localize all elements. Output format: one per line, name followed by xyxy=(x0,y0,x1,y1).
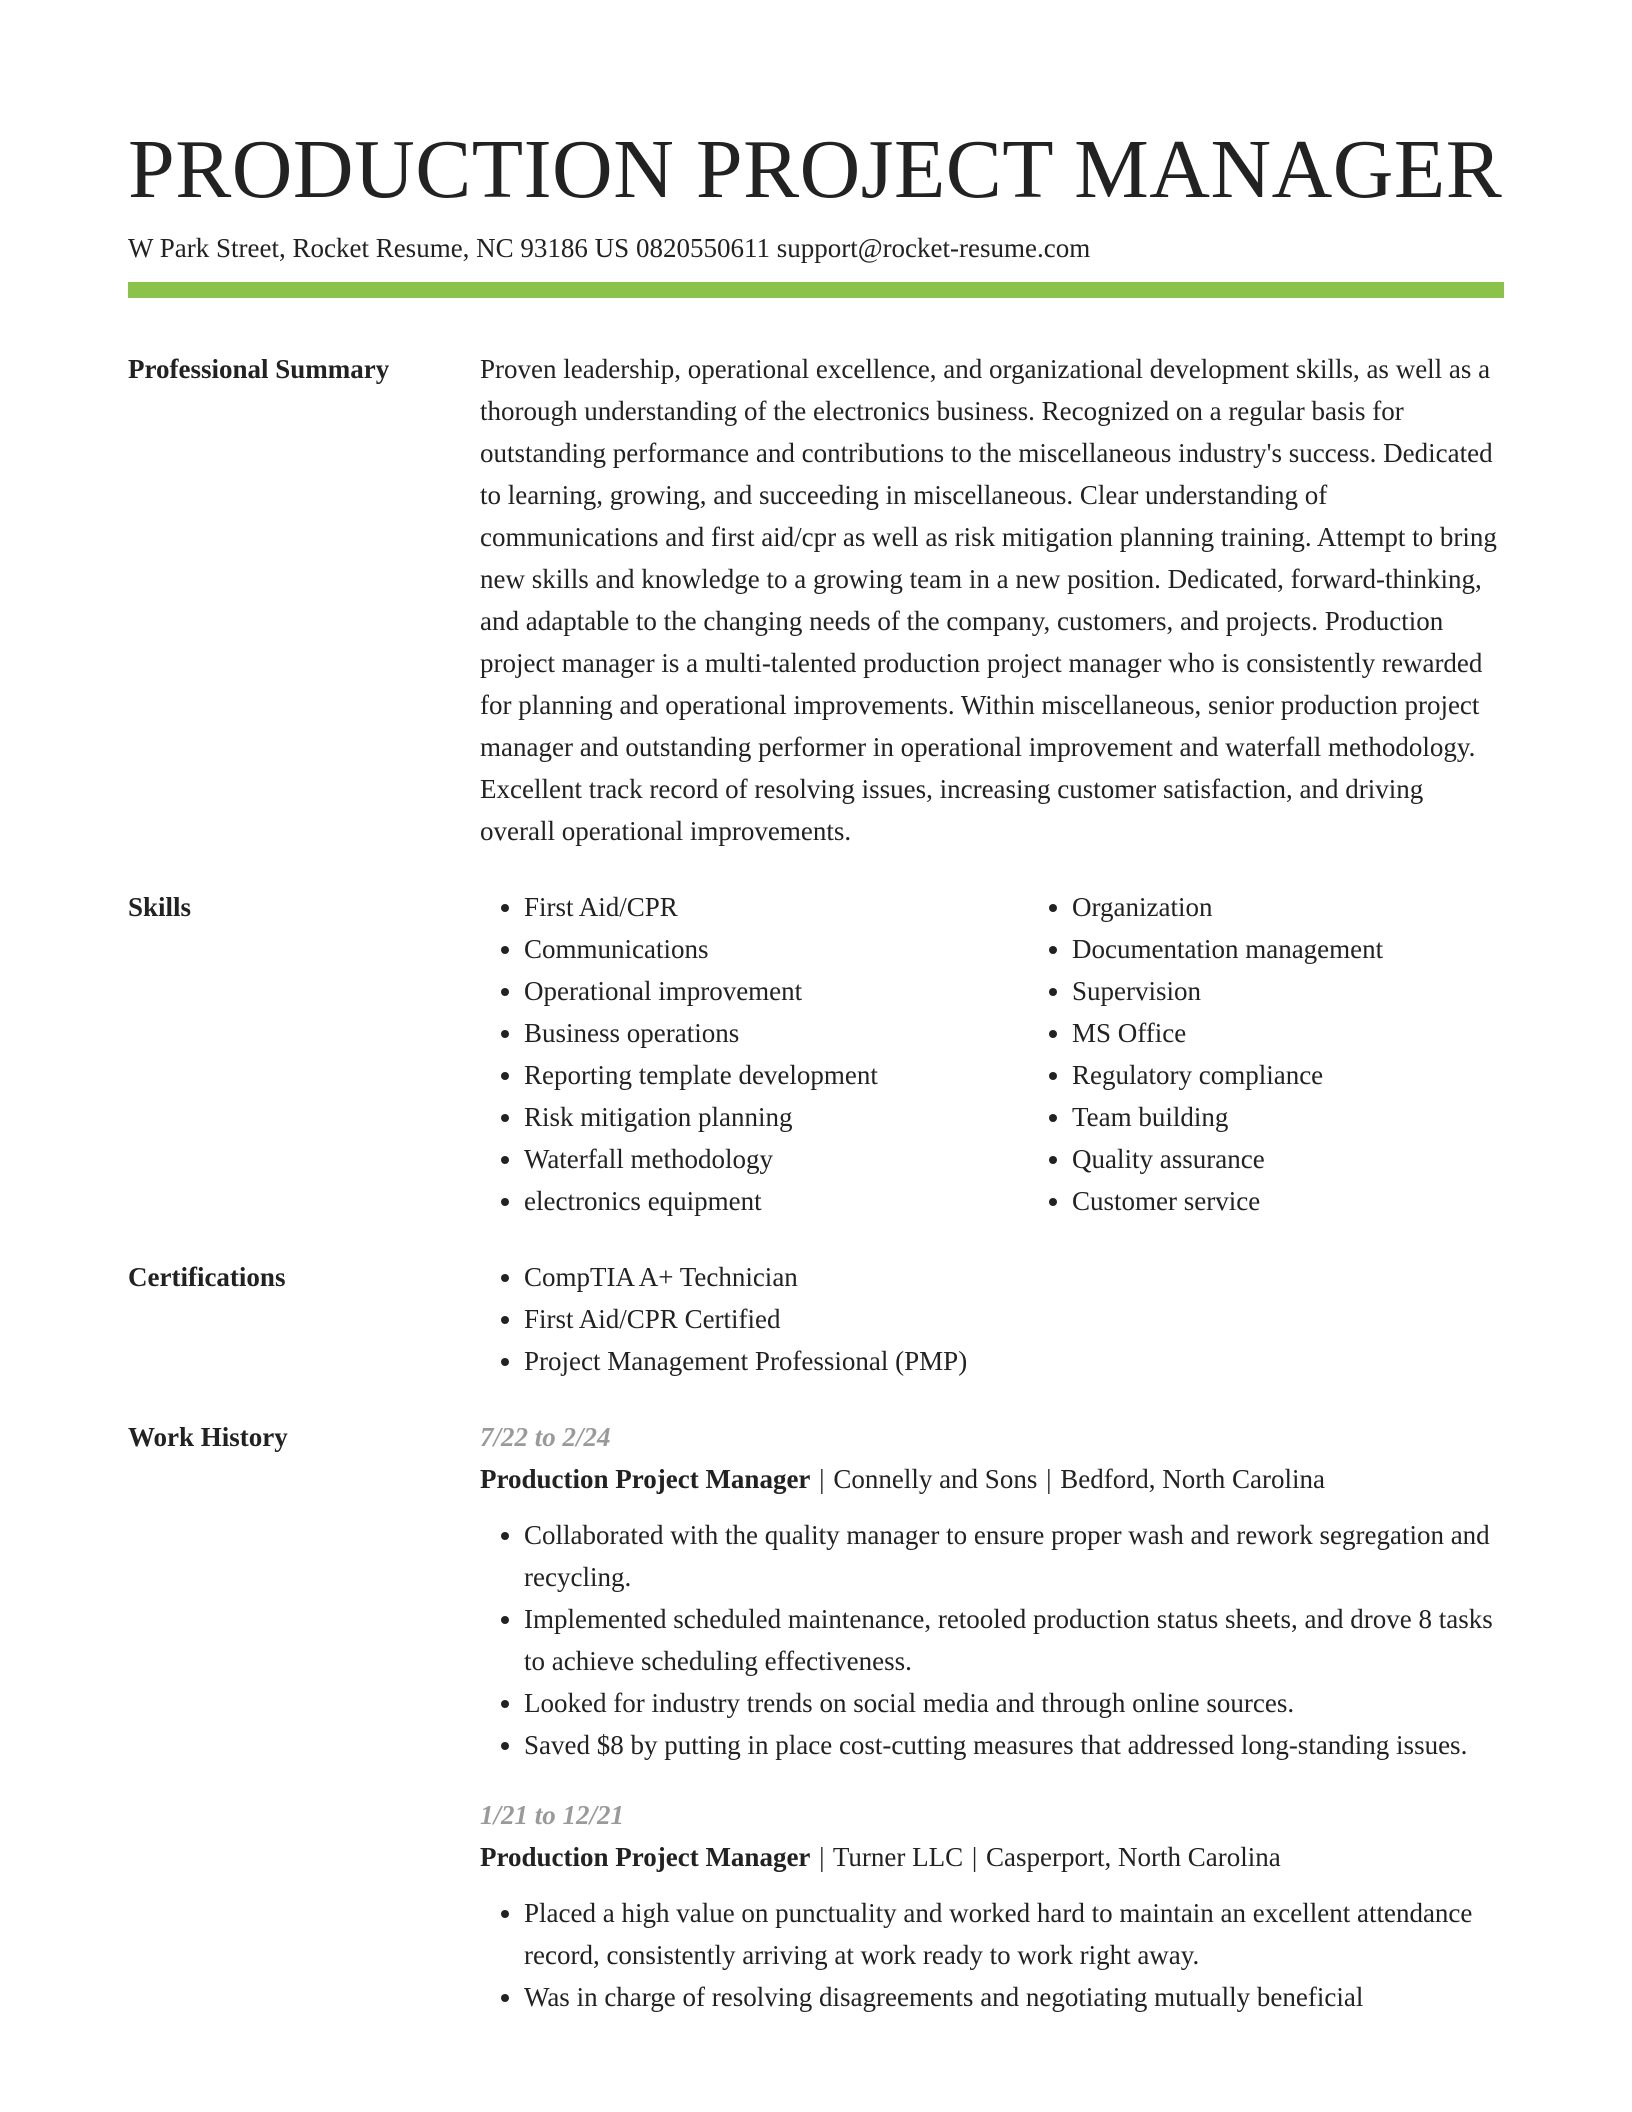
summary-text: Proven leadership, operational excellence, and organizational development skills, as well as a thorough understanding of the electronics business. Recognized on a regular basis for outstanding performance and contributions to the miscellaneous industry's success. Dedicated to learning, growing, and succeeding in miscellaneous. Clear understanding of communications and first aid/cpr as well as risk mitigation planning training. Attempt to bring new skills and knowledge to a growing team in a new position. Dedicated, forward-thinking, and adaptable to the changing needs of the company, customers, and projects. Production project manager is a multi-talented production project manager who is consistently rewarded for planning and operational improvements. Within miscellaneous, senior production project manager and outstanding performer in operational improvement and waterfall methodology. Excellent track record of resolving issues, increasing customer satisfaction, and driving overall operational improvements. xyxy=(480,354,1497,846)
skill-item: • First Aid/CPR xyxy=(524,886,1028,928)
job-bullets xyxy=(480,1514,1504,1766)
skills-label: Skills xyxy=(128,892,192,922)
job-bullet: • Looked for industry trends on social media and through online sources. xyxy=(524,1682,1504,1724)
contact-email: support@rocket-resume.com xyxy=(776,233,1091,263)
job-bullet: • Placed a high value on punctuality and worked hard to maintain an excellent attendance record, consistently arriving at work ready to work right away. xyxy=(524,1892,1504,1976)
certifications-list xyxy=(480,1256,1504,1382)
skill-item: • electronics equipment xyxy=(524,1180,1028,1222)
skills-section xyxy=(128,886,1504,1222)
skill-item: • Reporting template development xyxy=(524,1054,1028,1096)
contact-phone: 0820550611 xyxy=(635,233,770,263)
job-title: Production Project Manager xyxy=(480,1842,811,1872)
work-history-label: Work History xyxy=(128,1422,288,1452)
separator: | xyxy=(971,1842,978,1872)
job-bullet: • Collaborated with the quality manager to ensure proper wash and rework segregation and recycling. xyxy=(524,1514,1504,1598)
skills-list-left xyxy=(480,886,1028,1222)
job-location: Bedford, North Carolina xyxy=(1060,1464,1325,1494)
job-company: Turner LLC xyxy=(832,1842,964,1872)
job-title-line xyxy=(480,1458,1504,1500)
job-entry xyxy=(480,1794,1504,2018)
job-company: Connelly and Sons xyxy=(833,1464,1038,1494)
job-dates: 7/22 to 2/24 xyxy=(480,1422,611,1452)
resume-page xyxy=(128,120,1504,2080)
skill-item: • Waterfall methodology xyxy=(524,1138,1028,1180)
resume-name-heading: PRODUCTION PROJECT MANAGER xyxy=(128,123,1503,216)
skill-item: • Organization xyxy=(1072,886,1576,928)
certifications-section xyxy=(128,1256,1504,1382)
skill-item: • Risk mitigation planning xyxy=(524,1096,1028,1138)
certification-item: • First Aid/CPR Certified xyxy=(524,1298,1504,1340)
skill-item: • Regulatory compliance xyxy=(1072,1054,1576,1096)
contact-address: W Park Street, Rocket Resume, NC 93186 US xyxy=(128,233,630,263)
skill-item: • Communications xyxy=(524,928,1028,970)
job-bullets xyxy=(480,1892,1504,2018)
job-bullet: • Implemented scheduled maintenance, retooled production status sheets, and drove 8 tasks to achieve scheduling effectiveness. xyxy=(524,1598,1504,1682)
skill-item: • Business operations xyxy=(524,1012,1028,1054)
separator: | xyxy=(819,1464,825,1494)
skill-item: • Customer service xyxy=(1072,1180,1576,1222)
skill-item: • MS Office xyxy=(1072,1012,1576,1054)
skill-item: • Documentation management xyxy=(1072,928,1576,970)
separator: | xyxy=(1046,1464,1052,1494)
separator: | xyxy=(819,1842,825,1872)
skill-item: • Supervision xyxy=(1072,970,1576,1012)
contact-line xyxy=(128,230,1504,266)
certifications-label: Certifications xyxy=(128,1262,286,1292)
certification-item: • Project Management Professional (PMP) xyxy=(524,1340,1504,1382)
skill-item: • Team building xyxy=(1072,1096,1576,1138)
job-entry xyxy=(480,1416,1504,1766)
header-divider xyxy=(128,282,1504,298)
skill-item: • Operational improvement xyxy=(524,970,1028,1012)
job-dates: 1/21 to 12/21 xyxy=(480,1800,625,1830)
skills-list-right xyxy=(1028,886,1576,1222)
summary-label: Professional Summary xyxy=(128,354,390,384)
summary-section xyxy=(128,348,1504,852)
job-bullet: • Was in charge of resolving disagreements and negotiating mutually beneficial xyxy=(524,1976,1504,2018)
job-bullet: • Saved $8 by putting in place cost-cutting measures that addressed long-standing issues. xyxy=(524,1724,1504,1766)
job-location: Casperport, North Carolina xyxy=(986,1842,1281,1872)
job-title-line xyxy=(480,1836,1504,1878)
certification-item: • CompTIA A+ Technician xyxy=(524,1256,1504,1298)
skill-item: • Quality assurance xyxy=(1072,1138,1576,1180)
work-history-section xyxy=(128,1416,1504,2046)
job-title: Production Project Manager xyxy=(480,1464,811,1494)
